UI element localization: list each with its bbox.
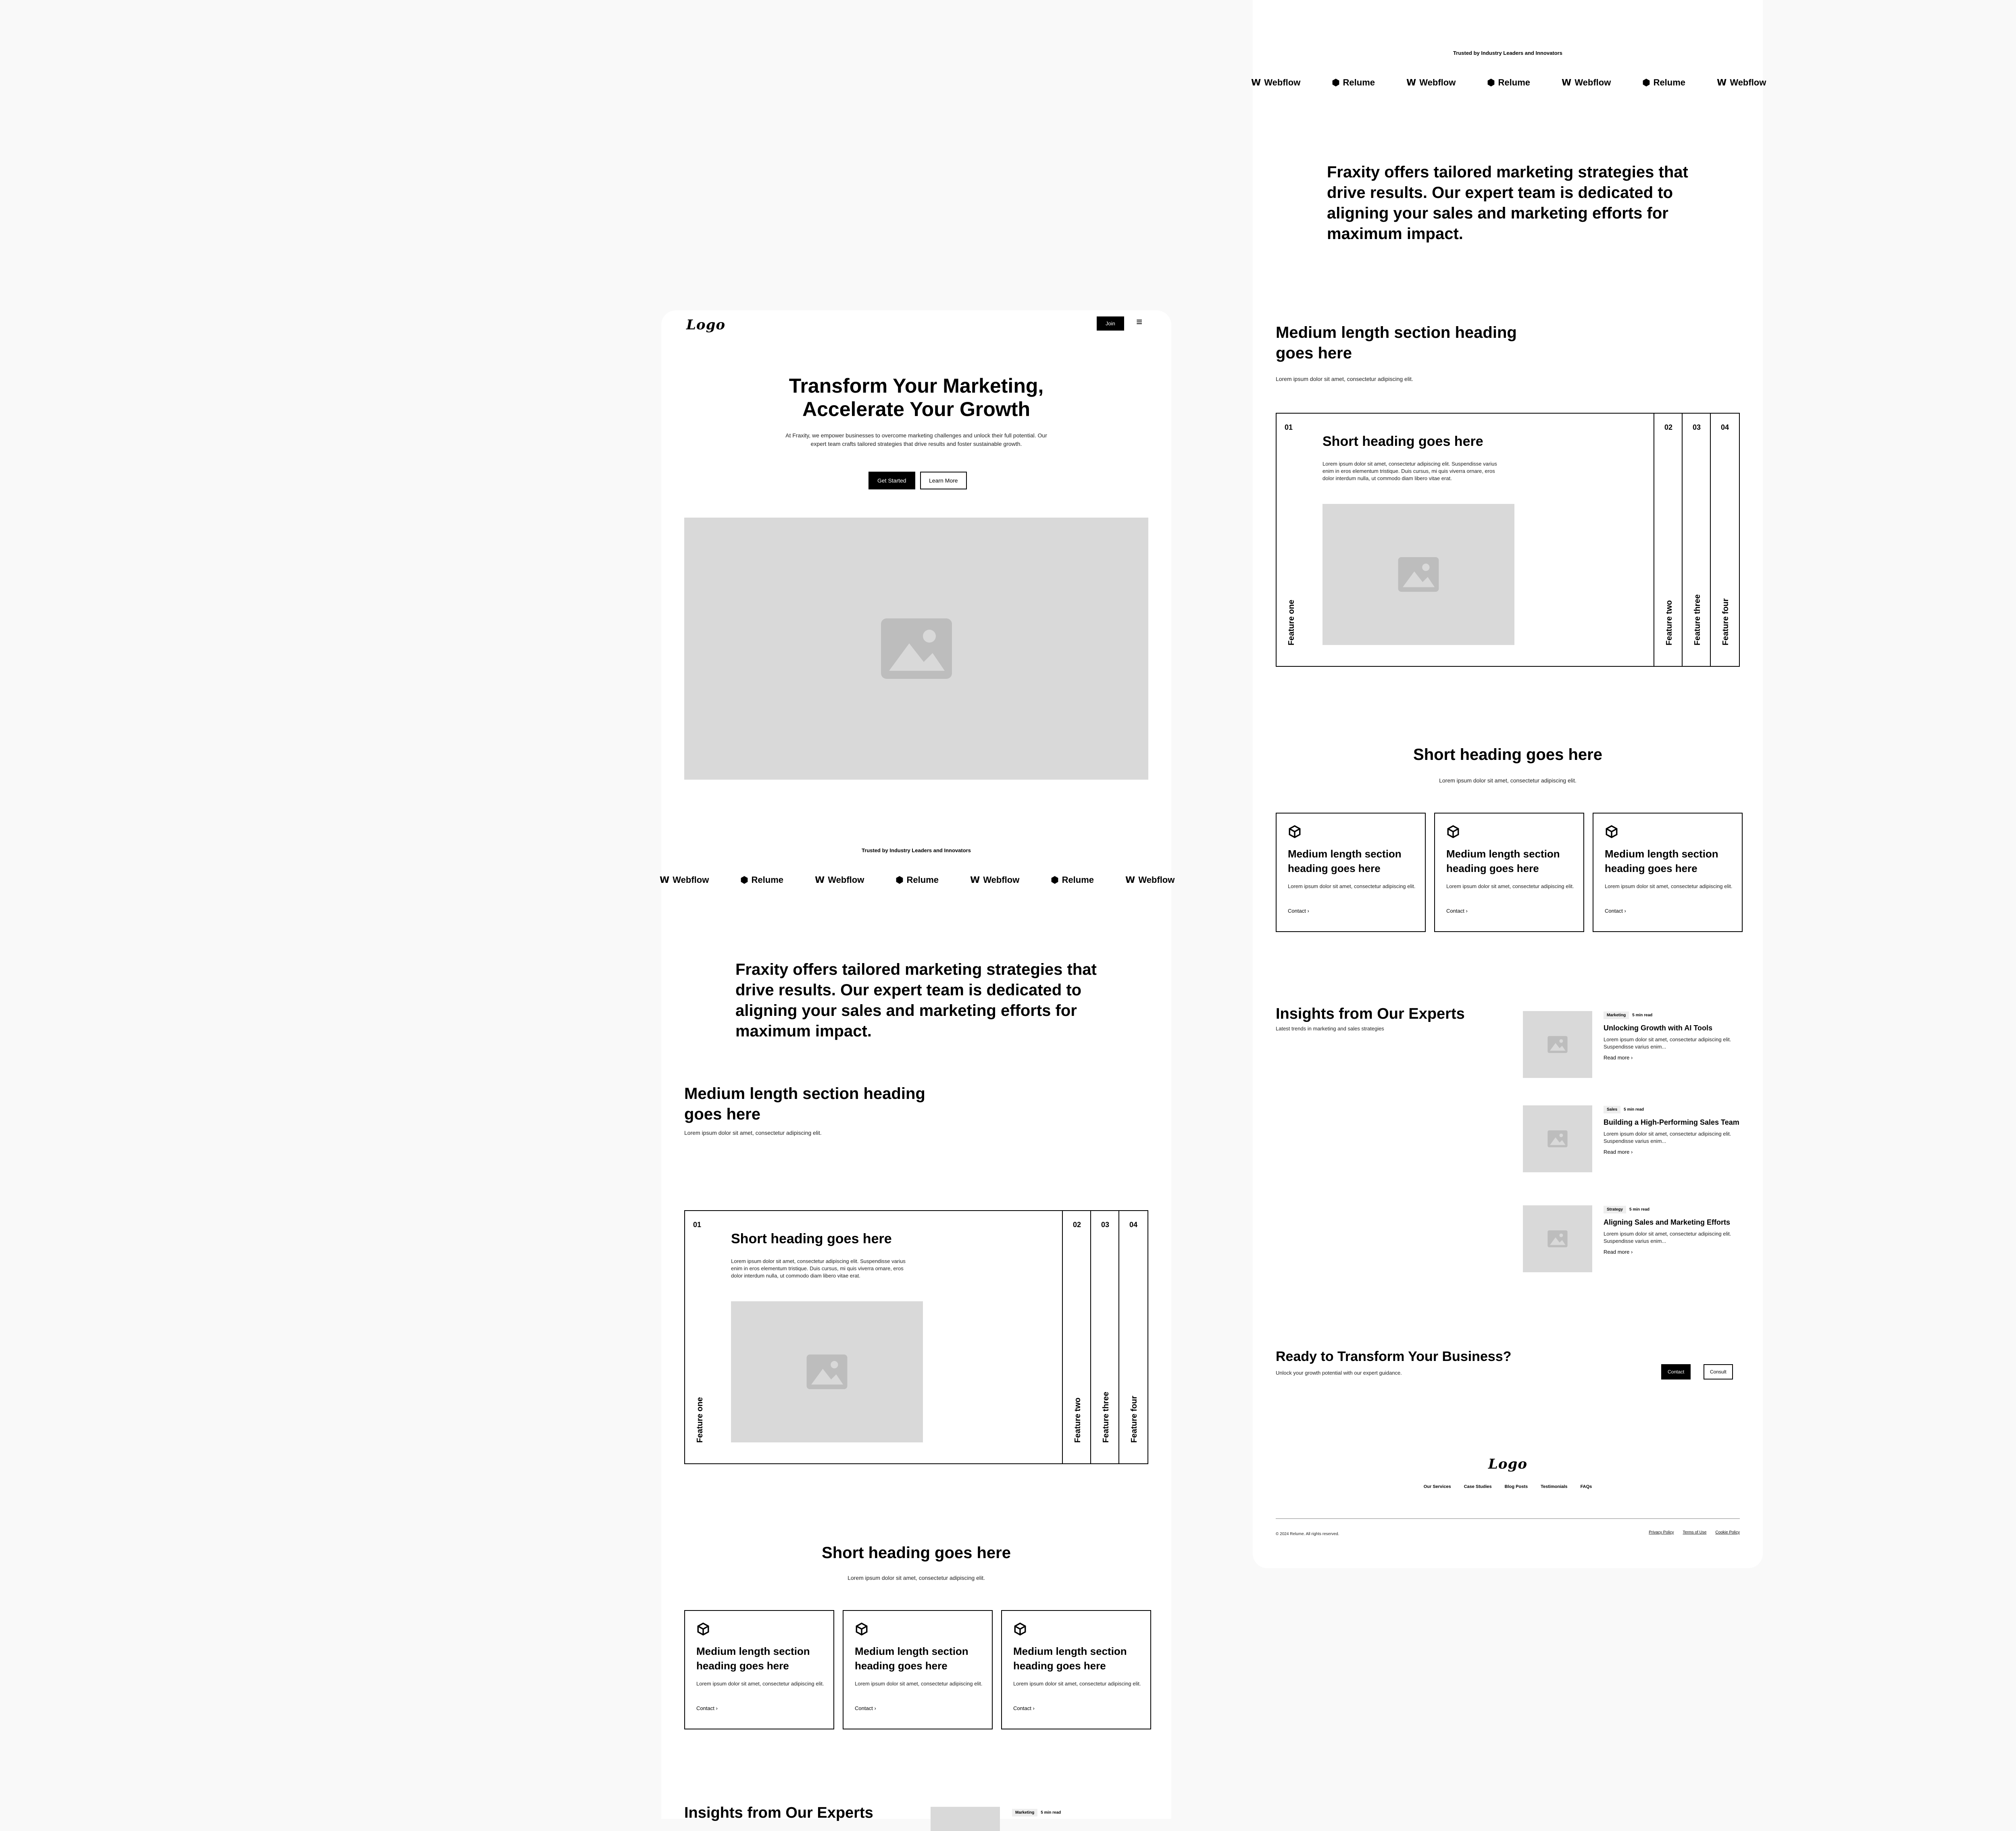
image-icon: [881, 618, 952, 679]
hero-text: At Fraxity, we empower businesses to overcome marketing challenges and unlock their full potential. Our expert team crafts tailored strategies that drive results and foster sustainable growth.: [785, 432, 1047, 447]
card-contact-link[interactable]: Contact ›: [1446, 908, 1468, 914]
webflow-logo: 𝗪 Webflow: [1251, 77, 1301, 87]
image-icon: [1547, 1130, 1568, 1147]
cube-icon: [1446, 825, 1460, 839]
feature-tabs: [1276, 413, 1740, 667]
tab-number: 01: [693, 1221, 702, 1229]
webflow-logo: 𝗪 Webflow: [970, 875, 1020, 885]
tab-text: Lorem ipsum dolor sit amet, consectetur adipiscing elit. Suspendisse varius enim in eros elementum tristique. Duis cursus, mi quis viverra ornare, eros dolor interdum nulla, ut commodo diam libero vitae erat.: [731, 1258, 906, 1279]
tab-label: Feature three: [1693, 594, 1702, 645]
cube-icon: [1013, 1622, 1027, 1636]
navbar-logo[interactable]: Logo: [686, 317, 726, 333]
post-tag: Strategy: [1604, 1206, 1626, 1213]
footer-link[interactable]: Case Studies: [1464, 1484, 1492, 1489]
chevron-right-icon: ›: [874, 1705, 876, 1711]
tab-image-placeholder: [731, 1301, 923, 1442]
post-text: Lorem ipsum dolor sit amet, consectetur adipiscing elit. Suspendisse varius enim...: [1604, 1036, 1731, 1050]
webflow-icon: 𝗪: [970, 875, 980, 885]
tab-number: 04: [1720, 423, 1729, 431]
read-more-link[interactable]: Read more ›: [1604, 1149, 1633, 1155]
post-readtime: 5 min read: [1624, 1107, 1644, 1112]
copyright-text: © 2024 Relume. All rights reserved.: [1276, 1532, 1339, 1536]
webflow-icon: 𝗪: [1406, 77, 1416, 87]
blog-post[interactable]: [1523, 1011, 1741, 1080]
tab-text: Lorem ipsum dolor sit amet, consectetur adipiscing elit. Suspendisse varius enim in eros elementum tristique. Duis cursus, mi quis viverra ornare, eros dolor interdum nulla, ut commodo diam libero vitae erat.: [1322, 461, 1497, 481]
tab-label: Feature two: [1073, 1397, 1082, 1443]
card-contact-link[interactable]: Contact ›: [1288, 908, 1309, 914]
service-card: [1276, 813, 1426, 932]
webflow-icon: 𝗪: [1251, 77, 1261, 87]
chevron-right-icon: ›: [1307, 908, 1309, 914]
tab-heading: Short heading goes here: [1322, 434, 1483, 449]
blog-post[interactable]: [1523, 1205, 1741, 1274]
tab-feature-three[interactable]: [1682, 414, 1711, 666]
footer-nav: [1253, 1484, 1763, 1489]
tab-feature-one[interactable]: [685, 1211, 1062, 1463]
features-heading: Medium length section heading goes here: [684, 1085, 925, 1123]
hero-image-placeholder: [684, 518, 1148, 780]
image-icon: [1547, 1230, 1568, 1247]
card-text: Lorem ipsum dolor sit amet, consectetur adipiscing elit.: [855, 1681, 983, 1687]
post-image-placeholder: [1523, 1011, 1592, 1078]
webflow-icon: 𝗪: [1717, 77, 1727, 87]
webflow-logo: 𝗪 Webflow: [1406, 77, 1456, 87]
services-text: Lorem ipsum dolor sit amet, consectetur adipiscing elit.: [848, 1575, 985, 1581]
card-contact-link[interactable]: Contact ›: [1605, 908, 1626, 914]
read-more-link[interactable]: Read more ›: [1604, 1249, 1633, 1255]
insights-heading: Insights from Our Experts: [684, 1804, 873, 1821]
menu-icon[interactable]: ≡: [1136, 316, 1143, 328]
tab-number: 03: [1101, 1221, 1110, 1229]
privacy-policy-link[interactable]: Privacy Policy: [1649, 1530, 1674, 1535]
features-text: Lorem ipsum dolor sit amet, consectetur adipiscing elit.: [684, 1130, 822, 1136]
relume-logo: ⬢ Relume: [740, 875, 784, 885]
tab-number: 01: [1285, 423, 1293, 431]
webflow-logo: 𝗪 Webflow: [815, 875, 864, 885]
card-title: Medium length section heading goes here: [1288, 848, 1402, 874]
relume-logo: ⬢ Relume: [896, 875, 939, 885]
card-title: Medium length section heading goes here: [696, 1645, 810, 1672]
card-title: Medium length section heading goes here: [855, 1645, 968, 1672]
image-icon: [1547, 1036, 1568, 1053]
post-readtime: 5 min read: [1629, 1207, 1650, 1212]
post-readtime: 5 min read: [1041, 1810, 1061, 1815]
hero-title-line1: Transform Your Marketing,: [789, 375, 1044, 397]
post-text: Lorem ipsum dolor sit amet, consectetur adipiscing elit. Suspendisse varius enim...: [1604, 1231, 1731, 1244]
card-contact-link[interactable]: Contact ›: [1013, 1705, 1035, 1711]
image-icon: [806, 1355, 848, 1389]
hero-title-line2: Accelerate Your Growth: [802, 398, 1030, 420]
post-title[interactable]: Aligning Sales and Marketing Efforts: [1604, 1218, 1731, 1226]
webflow-icon: 𝗪: [660, 875, 670, 885]
relume-logo: ⬢ Relume: [1332, 77, 1375, 87]
card-text: Lorem ipsum dolor sit amet, consectetur adipiscing elit.: [1288, 883, 1416, 889]
chevron-right-icon: ›: [716, 1705, 718, 1711]
insights-heading: Insights from Our Experts: [1276, 1005, 1465, 1022]
card-text: Lorem ipsum dolor sit amet, consectetur adipiscing elit.: [1013, 1681, 1141, 1687]
post-tag: Marketing: [1012, 1809, 1037, 1816]
image-icon: [1398, 557, 1439, 592]
tab-label: Feature four: [1130, 1396, 1139, 1443]
webflow-logo: 𝗪 Webflow: [1125, 875, 1175, 885]
webflow-icon: 𝗪: [1125, 875, 1135, 885]
post-image-placeholder: [931, 1807, 1000, 1831]
read-more-link[interactable]: Read more ›: [1604, 1055, 1633, 1061]
tab-label: Feature two: [1665, 600, 1674, 645]
services-heading: Short heading goes here: [1413, 746, 1602, 764]
tab-number: 04: [1129, 1221, 1138, 1229]
post-text: Lorem ipsum dolor sit amet, consectetur adipiscing elit. Suspendisse varius enim...: [1604, 1131, 1731, 1144]
statement-text: Fraxity offers tailored marketing strategies that drive results. Our expert team is dedicated to aligning your sales and marketing efforts for maximum impact.: [735, 961, 1097, 1040]
card-title: Medium length section heading goes here: [1013, 1645, 1127, 1672]
webflow-logo: 𝗪 Webflow: [660, 875, 709, 885]
service-card: [1001, 1610, 1151, 1729]
logo-strip: [1251, 77, 1766, 88]
tab-label: Feature one: [696, 1397, 704, 1443]
post-image-placeholder: [1523, 1105, 1592, 1172]
card-title: Medium length section heading goes here: [1446, 848, 1560, 874]
tab-number: 03: [1692, 423, 1701, 431]
blog-post[interactable]: [1523, 1105, 1741, 1174]
chevron-right-icon: ›: [1624, 908, 1626, 914]
cube-icon: [1288, 825, 1302, 839]
relume-icon: ⬢: [1487, 77, 1495, 87]
learn-more-button[interactable]: Learn More: [920, 472, 967, 489]
tab-feature-three[interactable]: [1090, 1211, 1119, 1463]
tab-label: Feature three: [1102, 1392, 1110, 1443]
chevron-right-icon: ›: [1033, 1705, 1035, 1711]
webflow-logo: 𝗪 Webflow: [1717, 77, 1766, 87]
trusted-heading: Trusted by Industry Leaders and Innovators: [1453, 50, 1562, 56]
legal-links: [1649, 1530, 1740, 1535]
services-heading: Short heading goes here: [822, 1544, 1011, 1562]
post-title[interactable]: Building a High-Performing Sales Team: [1604, 1118, 1739, 1126]
footer-link[interactable]: Blog Posts: [1504, 1484, 1528, 1489]
contact-button[interactable]: Contact: [1661, 1364, 1691, 1379]
tab-number: 02: [1073, 1221, 1081, 1229]
relume-icon: ⬢: [1642, 77, 1650, 87]
footer-link[interactable]: FAQs: [1580, 1484, 1592, 1489]
card-title: Medium length section heading goes here: [1605, 848, 1718, 874]
relume-icon: ⬢: [740, 875, 748, 885]
relume-icon: ⬢: [1332, 77, 1340, 87]
footer-logo[interactable]: Logo: [1488, 1456, 1528, 1472]
tab-feature-four[interactable]: [1710, 414, 1739, 666]
cube-icon: [855, 1622, 868, 1636]
post-readtime: 5 min read: [1632, 1013, 1653, 1017]
service-card: [1593, 813, 1743, 932]
relume-logo: ⬢ Relume: [1051, 875, 1094, 885]
features-heading: Medium length section heading goes here: [1276, 324, 1517, 362]
cta-text: Unlock your growth potential with our expert guidance.: [1276, 1370, 1402, 1376]
trusted-heading: Trusted by Industry Leaders and Innovators: [862, 847, 971, 853]
tab-label: Feature one: [1287, 599, 1296, 645]
get-started-button[interactable]: Get Started: [868, 472, 915, 489]
tab-feature-two[interactable]: [1062, 1211, 1091, 1463]
tab-label: Feature four: [1721, 598, 1730, 645]
cookie-policy-link[interactable]: Cookie Policy: [1715, 1530, 1740, 1535]
consult-button[interactable]: Consult: [1704, 1364, 1733, 1379]
chevron-right-icon: ›: [1631, 1249, 1633, 1255]
join-button[interactable]: Join: [1097, 316, 1124, 331]
cta-heading: Ready to Transform Your Business?: [1276, 1349, 1512, 1364]
services-text: Lorem ipsum dolor sit amet, consectetur adipiscing elit.: [1439, 777, 1577, 784]
cube-icon: [696, 1622, 710, 1636]
service-card: [1434, 813, 1584, 932]
statement-text: Fraxity offers tailored marketing strategies that drive results. Our expert team is dedicated to aligning your sales and marketing efforts for maximum impact.: [1327, 163, 1688, 243]
post-meta: [1012, 1808, 1061, 1816]
logo-strip: [660, 875, 1175, 885]
footer-link[interactable]: Testimonials: [1541, 1484, 1568, 1489]
chevron-right-icon: ›: [1631, 1149, 1633, 1155]
relume-logo: ⬢ Relume: [1487, 77, 1531, 87]
webflow-icon: 𝗪: [1562, 77, 1572, 87]
post-image-placeholder: [1523, 1205, 1592, 1272]
service-card: [684, 1610, 834, 1729]
webflow-icon: 𝗪: [815, 875, 825, 885]
post-tag: Sales: [1604, 1106, 1620, 1113]
insights-text: Latest trends in marketing and sales strategies: [1276, 1026, 1384, 1032]
card-text: Lorem ipsum dolor sit amet, consectetur adipiscing elit.: [1446, 883, 1574, 889]
features-text: Lorem ipsum dolor sit amet, consectetur adipiscing elit.: [1276, 376, 1413, 382]
cube-icon: [1605, 825, 1618, 839]
chevron-right-icon: ›: [1466, 908, 1468, 914]
feature-tabs: [684, 1210, 1148, 1464]
wireframe-page-continued: [1251, 0, 1766, 1568]
chevron-right-icon: ›: [1631, 1055, 1633, 1061]
terms-link[interactable]: Terms of Use: [1683, 1530, 1707, 1535]
post-title[interactable]: Unlocking Growth with AI Tools: [1604, 1024, 1712, 1032]
tab-feature-one[interactable]: [1277, 414, 1654, 666]
tab-feature-two[interactable]: [1654, 414, 1683, 666]
tab-image-placeholder: [1322, 504, 1514, 645]
tab-heading: Short heading goes here: [731, 1231, 892, 1246]
footer-divider: [1276, 1518, 1740, 1519]
webflow-logo: 𝗪 Webflow: [1562, 77, 1611, 87]
relume-logo: ⬢ Relume: [1642, 77, 1686, 87]
post-tag: Marketing: [1604, 1011, 1629, 1019]
footer-link[interactable]: Our Services: [1423, 1484, 1451, 1489]
relume-icon: ⬢: [896, 875, 904, 885]
card-text: Lorem ipsum dolor sit amet, consectetur adipiscing elit.: [1605, 883, 1733, 889]
relume-icon: ⬢: [1051, 875, 1059, 885]
tab-number: 02: [1664, 423, 1673, 431]
card-contact-link[interactable]: Contact ›: [855, 1705, 876, 1711]
card-contact-link[interactable]: Contact ›: [696, 1705, 718, 1711]
service-card: [843, 1610, 993, 1729]
wireframe-page-main: [660, 310, 1175, 1821]
card-text: Lorem ipsum dolor sit amet, consectetur adipiscing elit.: [696, 1681, 824, 1687]
tab-feature-four[interactable]: [1118, 1211, 1148, 1463]
